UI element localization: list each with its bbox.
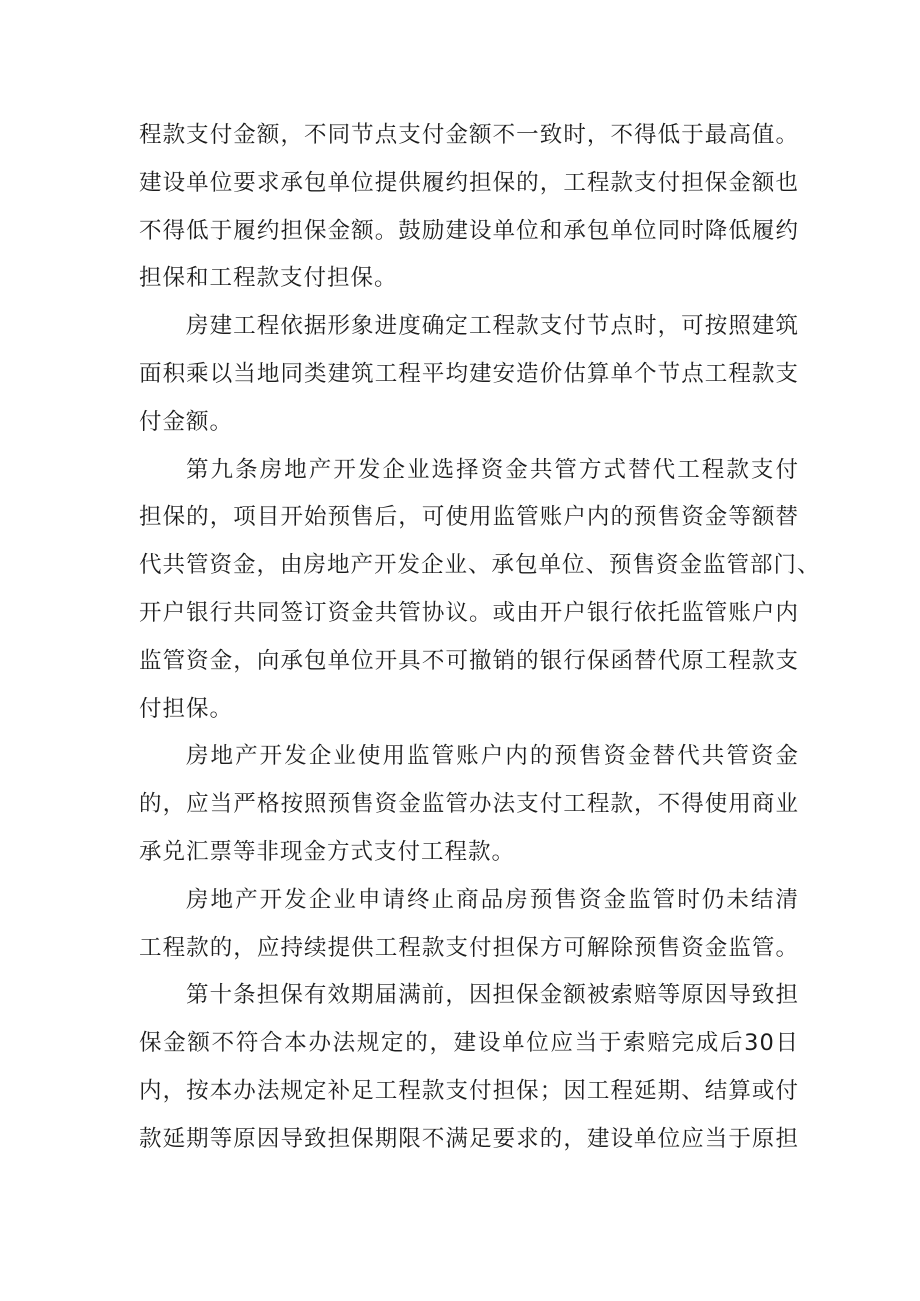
- paragraph-start-line: 房建工程依据形象进度确定工程款支付节点时，可按照建筑: [186, 313, 799, 340]
- text-line: 开户银行共同签订资金共管协议。或由开户银行依托监管账户内: [139, 599, 799, 626]
- text-line: 款延期等原因导致担保期限不满足要求的，建设单位应当于原担: [139, 1125, 799, 1152]
- text-line: 保金额不符合本办法规定的，建设单位应当于索赔完成后30日: [139, 1030, 799, 1057]
- text-line: 担保和工程款支付担保。: [139, 265, 398, 292]
- text-line: 付金额。: [139, 408, 234, 435]
- text-line: 程款支付金额，不同节点支付金额不一致时，不得低于最高值。: [139, 122, 799, 148]
- article-9-heading-line: 第九条房地产开发企业选择资金共管方式替代工程款支付: [186, 456, 799, 483]
- paragraph-start-line: 房地产开发企业使用监管账户内的预售资金替代共管资金: [186, 743, 799, 770]
- text-line: 不得低于履约担保金额。鼓励建设单位和承包单位同时降低履约: [139, 217, 799, 244]
- text-line: 代共管资金，由房地产开发企业、承包单位、预售资金监管部门、: [139, 552, 821, 579]
- text-line: 面积乘以当地同类建筑工程平均建安造价估算单个节点工程款支: [139, 360, 799, 387]
- text-line: 承兑汇票等非现金方式支付工程款。: [139, 838, 516, 865]
- text-line: 工程款的，应持续提供工程款支付担保方可解除预售资金监管。: [139, 934, 799, 961]
- document-body: [139, 112, 821, 1164]
- text-line: 担保的，项目开始预售后，可使用监管账户内的预售资金等额替: [139, 504, 799, 531]
- article-10-heading-line: 第十条担保有效期届满前，因担保金额被索赔等原因导致担: [186, 982, 799, 1009]
- text-line: 内，按本办法规定补足工程款支付担保；因工程延期、结算或付: [139, 1077, 799, 1104]
- text-line: 付担保。: [139, 695, 234, 722]
- text-line: 建设单位要求承包单位提供履约担保的，工程款支付担保金额也: [139, 169, 799, 196]
- text-line: 监管资金，向承包单位开具不可撤销的银行保函替代原工程款支: [139, 647, 799, 674]
- text-line: 的，应当严格按照预售资金监管办法支付工程款，不得使用商业: [139, 791, 799, 818]
- paragraph-start-line: 房地产开发企业申请终止商品房预售资金监管时仍未结清: [186, 886, 799, 913]
